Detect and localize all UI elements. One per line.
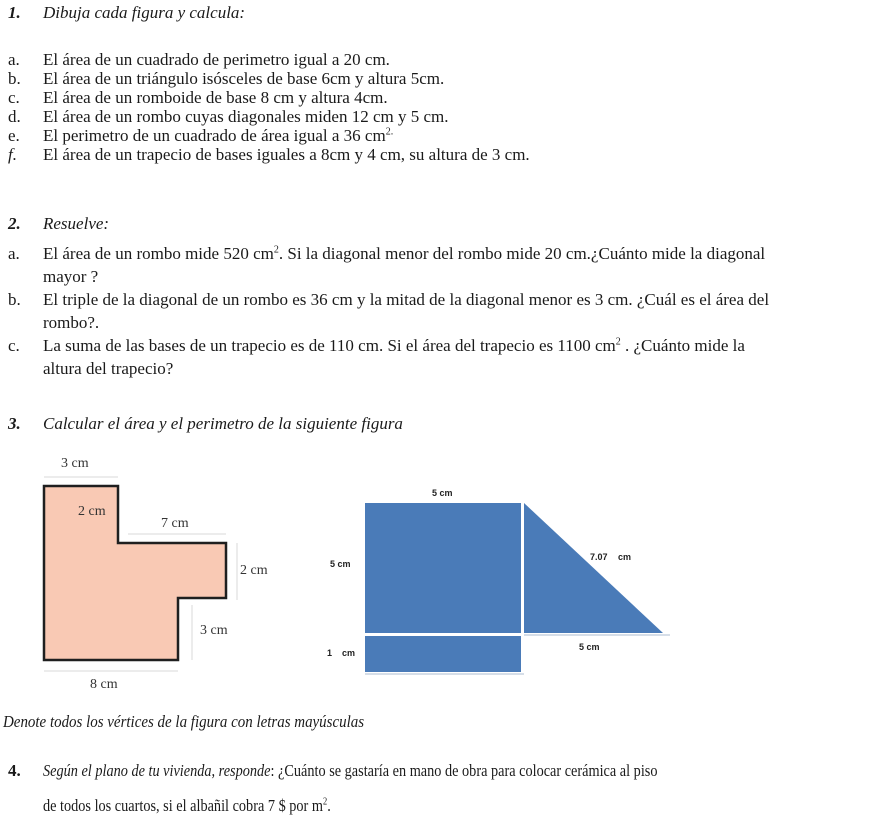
- section-4-italic: Según el plano de tu vivienda, responde: [43, 761, 271, 780]
- section-4-line2: [43, 796, 331, 816]
- item-label: e.: [8, 126, 20, 145]
- item-text: El área de un rombo cuyas diagonales miden 12 cm y 5 cm.: [43, 107, 449, 126]
- item-label: a.: [8, 50, 20, 69]
- dim-label: 8 cm: [90, 677, 118, 692]
- dim-label: 5 cm: [579, 642, 600, 652]
- dim-label: 5 cm: [432, 488, 453, 498]
- item-text: mayor ?: [43, 267, 99, 286]
- section-number: 4.: [8, 761, 21, 780]
- section-title: Resuelve:: [43, 214, 110, 233]
- dim-label: 7.07: [590, 552, 608, 562]
- section-title: Dibuja cada figura y calcula:: [43, 3, 246, 22]
- dim-label: 7 cm: [161, 516, 189, 531]
- dim-label: 2 cm: [240, 563, 268, 578]
- dim-label: 3 cm: [200, 623, 228, 638]
- section-title: Calcular el área y el perimetro de la siguiente figura: [43, 414, 403, 433]
- item-label: d.: [8, 107, 21, 126]
- item-label: a.: [8, 244, 20, 263]
- item-text: El área de un triángulo isósceles de base 6cm y altura 5cm.: [43, 69, 445, 88]
- item-label: b.: [8, 290, 21, 309]
- dim-label: cm: [618, 552, 632, 562]
- item-label: b.: [8, 69, 21, 88]
- item-text-part: . ¿Cuánto mide la: [620, 336, 745, 355]
- section-number: 1.: [8, 3, 21, 22]
- section-4-text: .: [327, 796, 331, 815]
- item-label: f.: [8, 145, 17, 164]
- superscript: 2.: [385, 126, 394, 138]
- superscript: 2: [273, 244, 279, 256]
- superscript: 2: [615, 336, 621, 348]
- section-4-text: : ¿Cuánto se gastaría en mano de obra para colocar cerámica al piso: [270, 761, 658, 780]
- vertices-note: Denote todos los vértices de la figura con letras mayúsculas: [3, 712, 365, 731]
- item-text: El área de un cuadrado de perimetro igual a 20 cm.: [43, 50, 390, 69]
- right-triangle: [524, 503, 663, 633]
- item-text: rombo?.: [43, 313, 100, 332]
- item-text: altura del trapecio?: [43, 359, 174, 378]
- section-4-line1: [43, 761, 657, 781]
- item-text-part: El área de un rombo mide 520 cm: [43, 244, 274, 263]
- section-4-text: de todos los cuartos, si el albañil cobra 7 $ por m: [43, 796, 323, 815]
- dim-label: 2 cm: [78, 504, 106, 519]
- item-text-main: El perimetro de un cuadrado de área igual a 36 cm: [43, 126, 386, 145]
- dim-label: cm: [342, 648, 356, 658]
- dim-label: 5 cm: [330, 559, 351, 569]
- square-shape: [365, 503, 521, 633]
- dim-label: 3 cm: [61, 456, 89, 471]
- item-text-part: . Si la diagonal menor del rombo mide 20 cm.¿Cuánto mide la diagonal: [278, 244, 766, 263]
- strip-rectangle: [365, 636, 521, 672]
- item-text-part: La suma de las bases de un trapecio es de 110 cm. Si el área del trapecio es 1100 cm: [43, 336, 616, 355]
- item-label: c.: [8, 336, 20, 355]
- item-label: c.: [8, 88, 20, 107]
- section-number: 3.: [8, 414, 21, 433]
- item-text: El área de un trapecio de bases iguales a 8cm y 4 cm, su altura de 3 cm.: [43, 145, 530, 164]
- dim-label: 1: [327, 648, 333, 658]
- item-text: El área de un romboide de base 8 cm y altura 4cm.: [43, 88, 388, 107]
- section-number: 2.: [8, 214, 21, 233]
- superscript: 2: [322, 796, 328, 808]
- item-text: El triple de la diagonal de un rombo es 36 cm y la mitad de la diagonal menor es 3 cm. ¿Cuál es el área del: [43, 290, 770, 309]
